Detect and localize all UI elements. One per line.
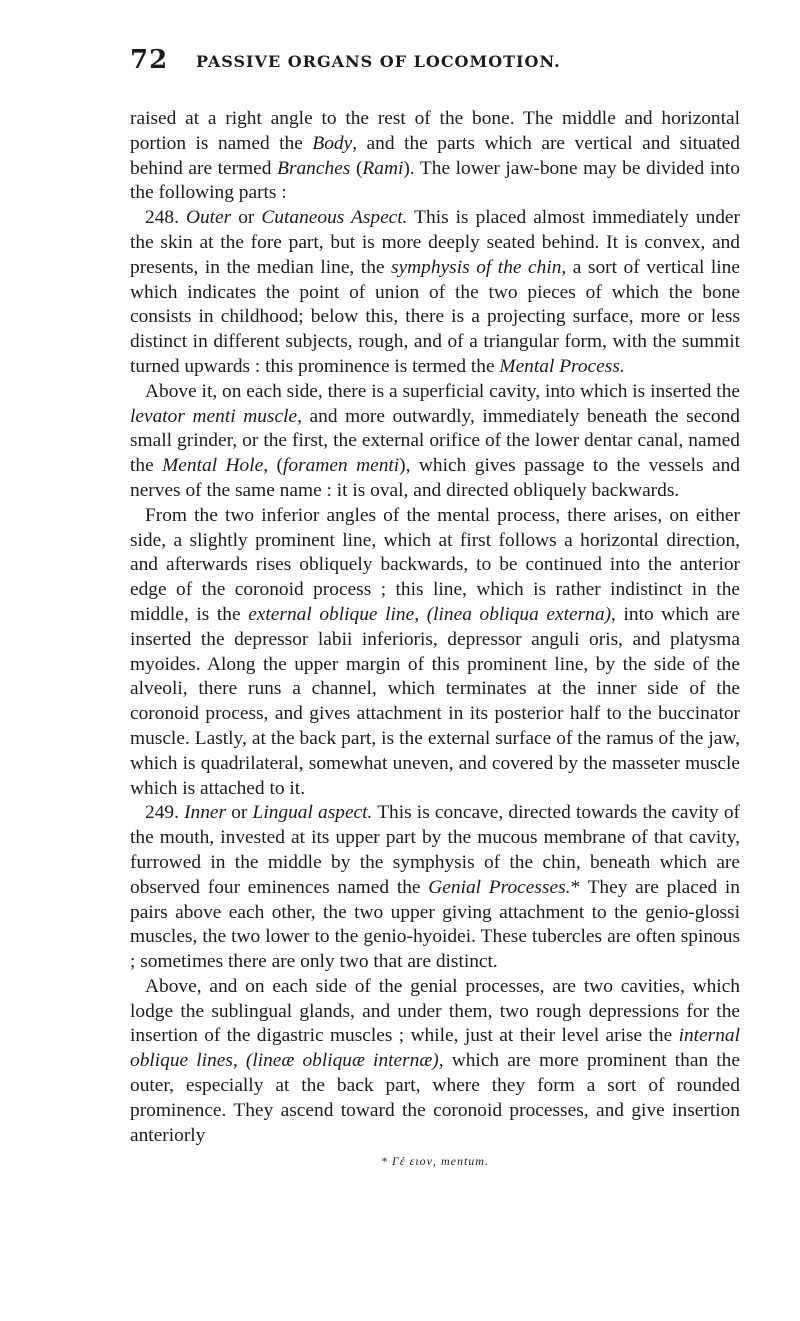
italic-term: Lingual aspect. (252, 802, 373, 824)
italic-term: Genial Processes. (428, 876, 571, 898)
italic-term: Body (312, 132, 353, 154)
italic-term: Outer (185, 207, 232, 229)
book-page (130, 45, 740, 1169)
paragraph: 249. Inner or Lingual aspect. This is concave, directed towards the cavity of the mouth, invested at its upper part by the mucous membrane of that cavity, furrowed in the middle by the symphysis of the chin, beneath which are observed four eminences named the Genial Processes.* They are placed in pairs above each other, the two upper giving attachment to the genio-glossi muscles, the two lower to the genio-hyoidei. These tubercles are often spinous ; sometimes there are only two that are distinct. (130, 802, 741, 973)
page-header (130, 45, 740, 89)
italic-term: levator menti muscle (130, 405, 298, 427)
paragraph: Above it, on each side, there is a superficial cavity, into which is inserted the levator menti muscle, and more outwardly, immediately beneath the second small grinder, or the first, the external orifice of the lower dentar canal, named the Mental Hole, (foramen menti), which gives passage to the vessels and nerves of the same name : it is oval, and directed obliquely backwards. (130, 380, 740, 501)
italic-term: Mental Process. (499, 355, 625, 377)
running-title: PASSIVE ORGANS OF LOCOMOTION. (196, 52, 561, 71)
paragraph: 248. Outer or Cutaneous Aspect. This is placed almost immediately under the skin at the fore part, but is more deeply seated behind. It is convex, and presents, in the median line, the symphysis of the chin, a sort of vertical line which indicates the point of union of the two pieces of which the bone consists in childhood; below this, there is a projecting surface, more or less distinct in different subjects, rough, and of a triangular form, with the summit turned upwards : this prominence is termed the Mental Process. (130, 207, 740, 377)
body-text (130, 107, 740, 1148)
paragraph: Above, and on each side of the genial processes, are two cavities, which lodge the sublingual glands, and under them, two rough depressions for the insertion of the digastric muscles ; while, just at their level arise the internal oblique lines, (lineæ obliquæ internæ), which are more prominent than the outer, especially at the back part, where they form a sort of rounded prominence. They ascend toward the coronoid processes, and give insertion anteriorly (130, 975, 740, 1146)
italic-term: Inner (184, 802, 227, 824)
italic-term: foramen menti (283, 455, 400, 477)
page-number: 72 (130, 45, 169, 75)
italic-term: Cutaneous Aspect. (261, 207, 408, 229)
italic-term: external oblique line, (linea obliqua externa) (248, 603, 612, 625)
italic-term: internal oblique lines, (lineæ obliquæ internæ) (130, 1025, 740, 1072)
italic-term: Mental Hole (162, 455, 264, 477)
paragraph: raised at a right angle to the rest of the bone. The middle and horizontal portion is named the Body, and the parts which are vertical and situated behind are termed Branches (Rami). The lower jaw-bone may be divided into the following parts : (130, 108, 740, 204)
footnote: * Γέ ειον, mentum. (381, 1154, 489, 1169)
italic-term: Branches (277, 157, 351, 179)
italic-term: Rami (362, 157, 404, 179)
italic-term: symphysis of the chin (391, 256, 562, 278)
paragraph: From the two inferior angles of the mental process, there arises, on either side, a slightly prominent line, which at first follows a horizontal direction, and afterwards rises obliquely backwards, to be continued into the anterior edge of the coronoid process ; this line, which is rather indistinct in the middle, is the external oblique line, (linea obliqua externa), into which are inserted the depressor labii inferioris, depressor anguli oris, and platysma myoides. Along the upper margin of this prominent line, by the side of the alveoli, there runs a channel, which terminates at the inner side of the coronoid process, and gives attachment in its posterior half to the buccinator muscle. Lastly, at the back part, is the external surface of the ramus of the jaw, which is quadrilateral, somewhat uneven, and covered by the masseter muscle which is attached to it. (130, 504, 740, 799)
